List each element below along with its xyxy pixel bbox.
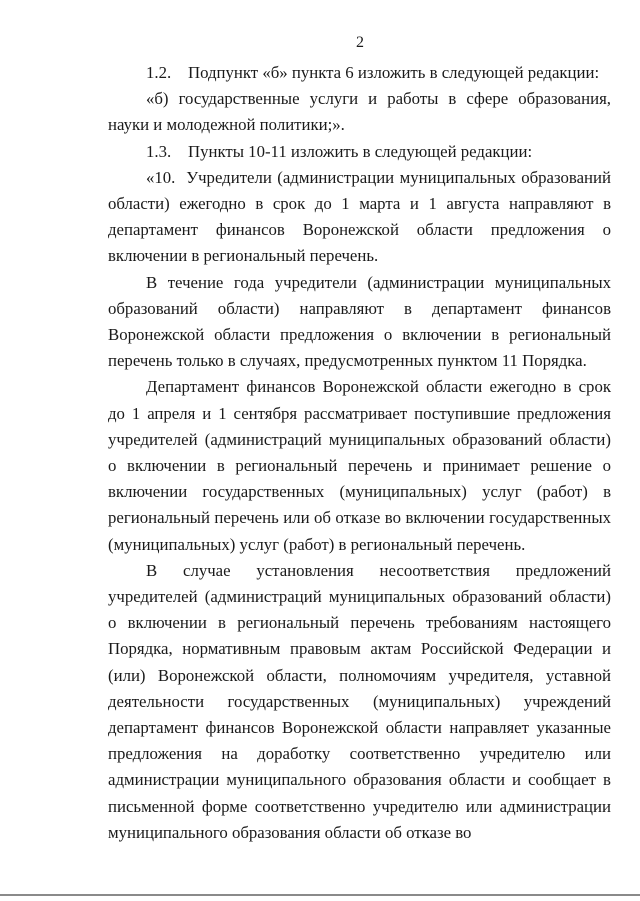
- page-number: 2: [356, 34, 364, 51]
- paragraph-1-2: 1.2. Подпункт «б» пункта 6 изложить в следующей редакции:: [146, 63, 600, 82]
- paragraph-department-review: Департамент финансов Воронежской области ежегодно в срок до 1 апреля и 1 сентября рассматривает поступившие предложения учредителей (администраций муниципальных образований области) о включении в региональный перечень и принимает решение о включении государственных (муниципальных) услуг (работ) в региональный перечень или об отказе во включении государственных (муниципальных) услуг (работ) в региональный перечень.: [108, 377, 611, 554]
- document-body: [108, 60, 611, 846]
- paragraph-nonconformity: В случае установления несоответствия предложений учредителей (администраций муниципальных образований области) о включении в региональный перечень требованиям настоящего Порядка, нормативным правовым актам Российской Федерации и (или) Воронежской области, полномочиям учредителя, уставной деятельности государственных (муниципальных) учреждений департамент финансов Воронежской области направляет указанные предложения на доработку соответственно учредителю или администрации муниципального образования области и сообщает в письменной форме соответственно учредителю или администрации муниципального образования области об отказе во: [108, 560, 611, 842]
- paragraph-during-year: В течение года учредители (администрации муниципальных образований области) направляют в департамент финансов Воронежской области предложения о включении в региональный перечень только в случаях, предусмотренных пунктом 11 Порядка.: [108, 272, 611, 371]
- paragraph-subitem-b: «б) государственные услуги и работы в сфере образования, науки и молодежной политики;».: [108, 89, 611, 135]
- paragraph-1-3: 1.3. Пункты 10-11 изложить в следующей редакции:: [146, 141, 533, 161]
- paragraph-item-10: «10. Учредители (администрации муниципальных образований области) ежегодно в срок до 1 марта и 1 августа направляют в департамент финансов Воронежской области предложения о включении в региональный перечень.: [108, 167, 611, 266]
- bottom-scan-edge: [0, 894, 640, 896]
